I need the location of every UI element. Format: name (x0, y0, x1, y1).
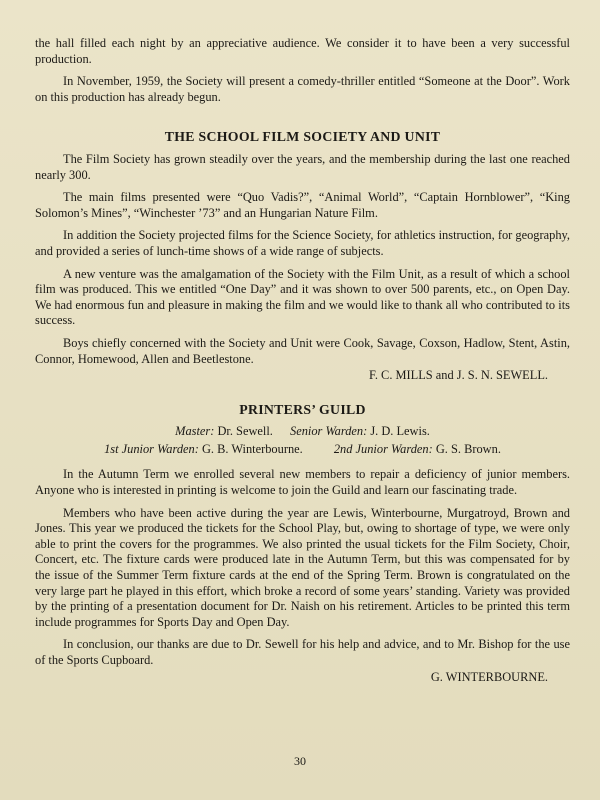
officer-label: 1st Junior Warden: (104, 441, 199, 456)
officer-name: G. B. Winterbourne. (201, 441, 303, 456)
section-heading-film-society: THE SCHOOL FILM SOCIETY AND UNIT (164, 129, 441, 145)
signature-film-society: F. C. MILLS and J. S. N. SEWELL. (368, 368, 548, 383)
page-content (35, 36, 570, 692)
signature-printers-guild: G. WINTERBOURNE. (430, 669, 548, 684)
paragraph: The main films presented were “Quo Vadis?”, “Animal World”, “Captain Hornblower”, “King Solomon’s Mines”, “Winchester ’73” and an Hungarian Nature Film. (35, 190, 570, 220)
officer-name: Dr. Sewell. (217, 424, 273, 439)
officer-name: J. D. Lewis. (370, 424, 430, 439)
officers-line-2 (35, 442, 570, 458)
officer-label: Senior Warden: (290, 424, 368, 439)
paragraph: In conclusion, our thanks are due to Dr. Sewell for his help and advice, and to Mr. Bishop for the use of the Sports Cupboard. (35, 637, 570, 667)
officer-label: Master: (175, 424, 215, 439)
officer-label: 2nd Junior Warden: (333, 441, 433, 456)
paragraph: In the Autumn Term we enrolled several new members to repair a deficiency of junior members. Anyone who is interested in printing is welcome to join the Guild and learn our fascinating trade. (35, 467, 570, 498)
paragraph: In addition the Society projected films for the Science Society, for athletics instruction, for geography, and provided a series of lunch-time shows of a wide range of subjects. (35, 228, 570, 258)
paragraph: Members who have been active during the year are Lewis, Winterbourne, Murgatroyd, Brown and Jones. This year we produced the tickets for the School Play, but, owing to shortage of type, we were only able to print the covers for the programmes. We also printed the usual tickets for the Film Society, Choir, Concert, etc. The fixture cards were produced late in the Autumn Term, but this was compensated for by the issue of the Summer Term fixture cards at the end of the Spring Term. Brown is congratulated on the very large part he played in this effort, which broke a record of some years’ standing. Variety was provided by the printing of a presentation document for Dr. Naish on his retirement. Articles to be printed this term include programmes for Sports Day and Open Day. (35, 505, 570, 629)
section-heading-printers-guild: PRINTERS’ GUILD (239, 401, 366, 417)
paragraph: Boys chiefly concerned with the Society and Unit were Cook, Savage, Coxson, Hadlow, Stent, Astin, Connor, Homewood, Allen and Beetlestone. (35, 335, 570, 366)
page-number: 30 (294, 754, 306, 768)
paragraph: A new venture was the amalgamation of the Society with the Film Unit, as a result of which a school film was produced. This we entitled “One Day” and it was shown to over 500 parents, etc., on Open Day. We had enormous fun and pleasure in making the film and we would like to thank all who contributed to its success. (35, 266, 570, 328)
officers-line-1 (35, 424, 570, 440)
paragraph: In November, 1959, the Society will present a comedy-thriller entitled “Someone at the Door”. Work on this production has already begun. (35, 74, 570, 104)
paragraph: the hall filled each night by an appreciative audience. We consider it to have been a very successful production. (35, 36, 570, 66)
paragraph: The Film Society has grown steadily over the years, and the membership during the last one reached nearly 300. (35, 151, 570, 182)
officer-name: G. S. Brown. (435, 441, 501, 456)
